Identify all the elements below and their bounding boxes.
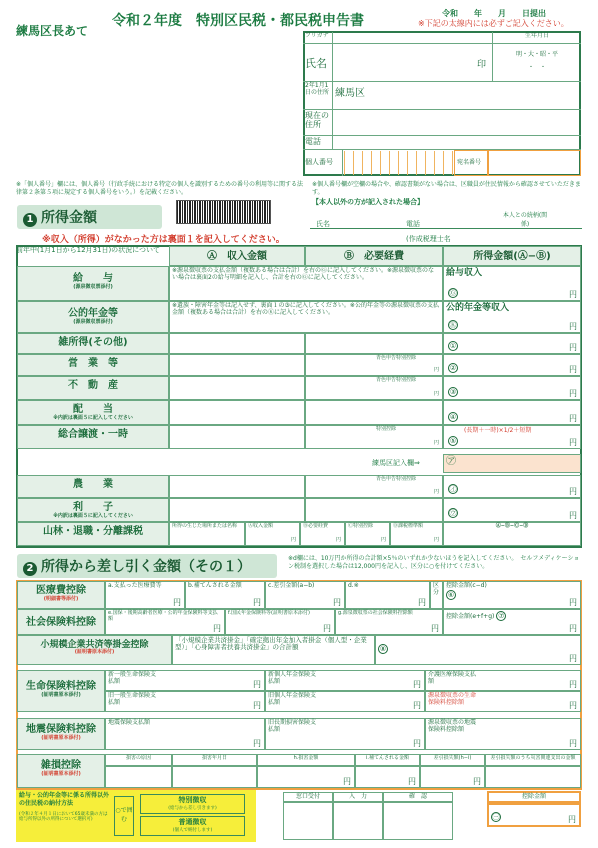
col-income: Ⓐ 収入金額 bbox=[169, 246, 305, 266]
era-options: 明・大・昭・平 bbox=[515, 51, 558, 58]
yen-unit: 円 bbox=[253, 738, 261, 748]
social-g-field[interactable] bbox=[335, 609, 443, 635]
casualty-field[interactable] bbox=[257, 766, 355, 788]
casualty-header: 損害年月日 bbox=[172, 754, 257, 766]
yen-unit: 円 bbox=[335, 537, 341, 544]
quake-field[interactable] bbox=[425, 718, 581, 750]
mark-7: ⑦ bbox=[498, 612, 505, 620]
phone-field[interactable] bbox=[333, 136, 581, 150]
taxpayer-number-label: 宛名番号 bbox=[454, 150, 488, 176]
agent-phone-label: 電話 bbox=[406, 220, 420, 228]
casualty-header: 差引損失額(h−i) bbox=[420, 754, 485, 766]
sanrin-label: Ⓐ−Ⓑ−Ⓒ−Ⓓ bbox=[495, 523, 529, 529]
row-mark: ② bbox=[449, 364, 457, 372]
income-row-label bbox=[17, 498, 169, 522]
expense-field[interactable] bbox=[305, 475, 443, 498]
yen-unit: 円 bbox=[569, 321, 577, 331]
casualty-deduction-label: 控除金額 bbox=[487, 791, 581, 803]
row-title: 営 業 等 bbox=[68, 358, 118, 369]
yen-unit: 円 bbox=[433, 367, 439, 374]
furigana-label: フリガナ bbox=[303, 32, 333, 44]
income-amount-field[interactable] bbox=[169, 376, 305, 400]
yen-unit: 円 bbox=[408, 776, 416, 786]
life-item-label: 介護医療保険支払額 bbox=[428, 671, 477, 685]
yen-unit: 円 bbox=[253, 700, 261, 710]
medical-label bbox=[17, 581, 105, 609]
birth-label: 生年月日 bbox=[493, 32, 581, 44]
yen-unit: 円 bbox=[473, 776, 481, 786]
casualty-deduction-field[interactable] bbox=[487, 803, 581, 827]
expense-field[interactable] bbox=[305, 498, 443, 522]
medical-paid-field[interactable] bbox=[105, 581, 185, 609]
kuminzei-mark: ㋐ bbox=[446, 456, 456, 467]
blue-deduction-label: 青色申告特別控除 bbox=[376, 476, 417, 482]
life-field[interactable] bbox=[425, 670, 581, 691]
social-f-label: f.国民年金保険料等(証明書原本添付) bbox=[228, 610, 310, 616]
mynumber-label: 個人番号 bbox=[303, 150, 343, 176]
mynumber-missing-note: ※個人番号欄が空欄の場合や、確認書類がない場合は、区職員が住民情報から確認させていただきます。 bbox=[312, 181, 581, 196]
sanrin-field[interactable] bbox=[443, 522, 581, 546]
yen-unit: 円 bbox=[431, 623, 439, 633]
kuminzei-field[interactable] bbox=[443, 454, 581, 473]
sanrin-label: Ⓑ必要経費 bbox=[303, 523, 329, 529]
social-label: 社会保険料控除 bbox=[17, 609, 105, 635]
yen-unit: 円 bbox=[333, 597, 341, 607]
result-field[interactable] bbox=[443, 376, 581, 400]
medical-title: 医療費控除 bbox=[36, 585, 86, 596]
smallbiz-note: 「小規模企業共済掛金」「確定拠出年金加入者掛金（個人型・企業型）」「心身障害者扶養共済掛金」の合計額 bbox=[172, 635, 375, 665]
smallbiz-title: 小規模企業共済等掛金控除 bbox=[40, 640, 149, 650]
row-mark: ㋑ bbox=[449, 485, 457, 493]
income-row-note: ※遺族・障害年金等は記入せず、裏面１の③に記入してください。※公的年金等の源泉徴収票の支払金額（複数ある場合は合計）を右のⓀに記入してください。 bbox=[169, 301, 443, 333]
income-row-label bbox=[17, 400, 169, 425]
yen-unit: 円 bbox=[569, 289, 577, 299]
form-title: 令和２年度 特別区民税・都民税申告書 bbox=[112, 13, 364, 29]
seal-mark: 印 bbox=[476, 60, 486, 70]
office-confirm: 確 認 bbox=[383, 792, 453, 802]
medical-comp-label: b.補てんされる金額 bbox=[188, 582, 242, 589]
casualty-field[interactable] bbox=[172, 766, 257, 788]
casualty-header: 差引損失額のうち災害関連支出の金額 bbox=[485, 754, 581, 766]
medical-sub: (明細書等添付) bbox=[43, 595, 79, 602]
yen-unit: 円 bbox=[380, 537, 386, 544]
life-title: 生命保険料控除 bbox=[26, 681, 96, 692]
row-sub: ※内訳は裏面５に記入してください bbox=[53, 512, 133, 519]
yen-unit: 円 bbox=[569, 364, 577, 374]
life-item-label: 源泉徴収票の生命保険料控除額 bbox=[428, 692, 477, 706]
yen-unit: 円 bbox=[569, 388, 577, 398]
yen-unit: 円 bbox=[569, 623, 577, 633]
expense-field[interactable] bbox=[305, 354, 443, 376]
medical-kubun[interactable]: 区分 bbox=[430, 581, 443, 609]
life-item-label: 新一般生命保険支払額 bbox=[108, 671, 157, 685]
casualty-field[interactable] bbox=[485, 766, 581, 788]
sanrin-label: Ⓐ収入金額 bbox=[248, 523, 274, 529]
yen-unit: 円 bbox=[253, 597, 261, 607]
casualty-title: 雑損控除 bbox=[41, 760, 81, 771]
result-title: 公的年金等収入 bbox=[446, 303, 510, 313]
casualty-header: i.補てんされる金額 bbox=[355, 754, 420, 766]
life-item-label: 旧一般生命保険支払額 bbox=[108, 692, 157, 706]
row-title: 雑所得(その他) bbox=[58, 337, 128, 348]
agent-note: 【本人以外の方が記入された場合】 bbox=[312, 198, 424, 206]
income-row-label bbox=[17, 301, 169, 333]
addressee: 練馬区長あて bbox=[16, 24, 89, 38]
section1-note: ※収入（所得）がなかった方は裏面１を記入してください。 bbox=[42, 235, 285, 245]
social-g-label: g.源泉徴収票の社会保険料控除額 bbox=[338, 610, 413, 616]
expense-field[interactable] bbox=[305, 376, 443, 400]
yen-unit: 円 bbox=[569, 342, 577, 352]
casualty-field[interactable] bbox=[105, 766, 172, 788]
agent-relation-label: 本人との続柄(関係) bbox=[502, 212, 548, 228]
yen-unit: 円 bbox=[569, 486, 577, 496]
casualty-header: 損害の原因 bbox=[105, 754, 172, 766]
birth-field[interactable] bbox=[493, 44, 581, 82]
blue-deduction-label: 青色申告特別控除 bbox=[376, 377, 417, 383]
life-item-label: 旧個人年金保険支払額 bbox=[268, 692, 317, 706]
taxpayer-number-field[interactable] bbox=[488, 150, 581, 176]
row-title: 公的年金等 bbox=[68, 308, 118, 319]
sanrin-label: 所得の生じた場所または名称 bbox=[172, 523, 238, 529]
medical-deduction-field[interactable] bbox=[443, 581, 581, 609]
life-field[interactable] bbox=[265, 670, 425, 691]
row-sub: (源泉徴収票添付) bbox=[73, 318, 113, 325]
row-title: 配 当 bbox=[73, 404, 113, 415]
address-label: 2年1月1日の住所 bbox=[303, 82, 333, 110]
expense-field[interactable] bbox=[305, 400, 443, 425]
yen-unit: 円 bbox=[413, 700, 421, 710]
quake-title: 地震保険料控除 bbox=[26, 724, 96, 735]
furigana-field[interactable] bbox=[333, 32, 493, 44]
income-row-label bbox=[17, 475, 169, 498]
casualty-sub: (証明書原本添付) bbox=[41, 770, 81, 777]
sanrin-field[interactable] bbox=[300, 522, 345, 546]
phone-label: 電話 bbox=[303, 136, 333, 150]
casualty-label bbox=[17, 754, 105, 788]
yen-unit: 円 bbox=[413, 738, 421, 748]
medical-d-field[interactable] bbox=[345, 581, 430, 609]
office-reception-box bbox=[283, 802, 333, 840]
row-sub: ※内訳は裏面５に記入してください bbox=[53, 414, 133, 421]
office-input: 入 力 bbox=[333, 792, 383, 802]
medical-paid-label: a.支払った医療費等 bbox=[108, 582, 162, 589]
result-extra: (長期＋一時)×1/2＋短期 bbox=[464, 427, 532, 434]
social-h-label: 控除金額(e+f+g) bbox=[446, 613, 495, 620]
income-row-note: ※源泉徴収票の支払金額（複数ある場合は合計）を右のⒼに記入してください。※源泉徴収票のない場合は裏面2の給与明細を記入し、合計を右のⒼに記入してください。 bbox=[169, 266, 443, 301]
row-title: 利 子 bbox=[73, 502, 113, 513]
medical-diff-label: c.差引金額(a−b) bbox=[268, 582, 315, 589]
expense-field[interactable] bbox=[305, 333, 443, 354]
smallbiz-field[interactable] bbox=[375, 635, 581, 665]
row-mark: Ⓖ bbox=[449, 289, 457, 297]
yen-unit: 円 bbox=[433, 537, 439, 544]
kuminzei-label: 練馬区記入欄⇒ bbox=[372, 459, 420, 467]
yen-unit: 円 bbox=[413, 679, 421, 689]
yen-unit: 円 bbox=[343, 776, 351, 786]
quake-item-label: 旧長期損害保険支払額 bbox=[268, 719, 317, 733]
tax-normal-option[interactable] bbox=[140, 816, 245, 836]
income-amount-field[interactable] bbox=[169, 400, 305, 425]
social-e-label: e.国保・後期高齢者医療・公的年金保険料等支払額 bbox=[108, 610, 218, 622]
name-label: 氏名 bbox=[303, 44, 333, 82]
yen-unit: 円 bbox=[253, 679, 261, 689]
income-row-label bbox=[17, 522, 169, 546]
section2-header bbox=[17, 554, 277, 578]
yen-unit: 円 bbox=[569, 597, 577, 607]
life-field[interactable] bbox=[105, 670, 265, 691]
sanrin-label: Ⓒ特別控除 bbox=[348, 523, 374, 529]
life-field[interactable] bbox=[265, 691, 425, 712]
life-field[interactable] bbox=[105, 691, 265, 712]
yen-unit: 円 bbox=[418, 597, 426, 607]
income-row-label bbox=[17, 333, 169, 354]
yen-unit: 円 bbox=[569, 413, 577, 423]
row-mark: ④ bbox=[449, 413, 457, 421]
mynumber-field[interactable] bbox=[344, 151, 454, 175]
life-item-label: 新個人年金保険支払額 bbox=[268, 671, 317, 685]
barcode bbox=[176, 200, 271, 224]
required-note: ※下記の太線内には必ずご記入ください。 bbox=[418, 19, 569, 28]
row-title: 山林・退職・分離課税 bbox=[43, 526, 143, 537]
yen-unit: 円 bbox=[433, 391, 439, 398]
birth-dots: ・ ・ bbox=[527, 63, 546, 71]
blue-deduction-label: 青色申告特別控除 bbox=[376, 355, 417, 361]
income-row-label bbox=[17, 376, 169, 400]
col-result: 所得金額(Ⓐ−Ⓑ) bbox=[443, 246, 581, 266]
row-sub: (源泉徴収票添付) bbox=[73, 283, 113, 290]
casualty-header: h.損害金額 bbox=[257, 754, 355, 766]
section2-title: 所得から差し引く金額（その１） bbox=[41, 559, 251, 575]
opt2-sub: (個人で納付します) bbox=[172, 828, 213, 833]
income-amount-field[interactable] bbox=[169, 333, 305, 354]
address-field[interactable]: 練馬区 bbox=[333, 82, 581, 110]
sanrin-field[interactable] bbox=[245, 522, 300, 546]
result-field[interactable] bbox=[443, 333, 581, 354]
sanrin-field[interactable] bbox=[169, 522, 245, 546]
sanrin-label: Ⓓ課税標準額 bbox=[393, 523, 424, 529]
yen-unit: 円 bbox=[213, 623, 221, 633]
circle-instruction: ○で囲む bbox=[114, 796, 134, 836]
income-row-label bbox=[17, 425, 169, 449]
income-amount-field[interactable] bbox=[169, 498, 305, 522]
sanrin-field[interactable] bbox=[390, 522, 443, 546]
row-title: 総合譲渡・一時 bbox=[58, 429, 128, 440]
result-field[interactable] bbox=[443, 425, 581, 449]
yen-unit: 円 bbox=[433, 440, 439, 447]
mynumber-note: ※「個人番号」欄には、個人番号（行政手続における特定の個人を識別するための番号の利用等に関する法律第２条第５項に規定する個人番号をいう。）を記載ください。 bbox=[16, 181, 304, 196]
tax-method-sub: (令和２年４月１日において65歳未満の方は給与所得以外の所得について選択可) bbox=[19, 812, 108, 823]
row-mark: Ⓚ bbox=[449, 321, 457, 329]
smallbiz-label bbox=[17, 635, 172, 665]
yen-unit: 円 bbox=[569, 679, 577, 689]
current-address-label: 現在の住所 bbox=[303, 110, 333, 136]
tax-method-note: 給与・公的年金等に係る所得以外の住民税の納付方法 bbox=[19, 792, 110, 807]
income-amount-field[interactable] bbox=[169, 475, 305, 498]
social-deduction-field[interactable] bbox=[443, 609, 581, 635]
smallbiz-sub: (証明書原本添付) bbox=[74, 649, 115, 656]
row-title: 給 与 bbox=[73, 273, 113, 284]
quake-field[interactable] bbox=[105, 718, 265, 750]
opt2-label: 普通徴収 bbox=[178, 818, 207, 826]
section1-period: 前年中(1月1日から12月31日)の状況について bbox=[16, 246, 161, 254]
quake-label bbox=[17, 718, 105, 750]
office-reception: 窓口受付 bbox=[283, 792, 333, 802]
office-confirm-box bbox=[383, 802, 453, 840]
opt1-label: 特別徴収 bbox=[178, 796, 207, 804]
income-amount-field[interactable] bbox=[169, 354, 305, 376]
result-field[interactable] bbox=[443, 266, 581, 301]
tax-special-option[interactable] bbox=[140, 794, 245, 814]
income-row-label bbox=[17, 266, 169, 301]
sanrin-field[interactable] bbox=[345, 522, 390, 546]
expense-field[interactable] bbox=[305, 425, 443, 449]
yen-unit: 円 bbox=[569, 437, 577, 447]
mark-6: ⑥ bbox=[447, 590, 455, 599]
income-row-label bbox=[17, 354, 169, 376]
casualty-field[interactable] bbox=[420, 766, 485, 788]
quake-sub: (証明書原本添付) bbox=[41, 734, 81, 741]
yen-unit: 円 bbox=[323, 623, 331, 633]
submit-date: 令和 年 月 日提出 bbox=[442, 9, 546, 18]
col-expense: Ⓑ 必要経費 bbox=[305, 246, 443, 266]
medical-compensation-field[interactable] bbox=[185, 581, 265, 609]
yen-unit: 円 bbox=[290, 537, 296, 544]
blue-deduction-label: 特別控除 bbox=[376, 426, 397, 432]
result-field[interactable] bbox=[443, 400, 581, 425]
section1-number: 1 bbox=[23, 213, 37, 227]
yen-unit: 円 bbox=[569, 653, 577, 663]
name-field[interactable] bbox=[333, 44, 493, 82]
result-field[interactable] bbox=[443, 301, 581, 333]
quake-item-label: 源泉徴収票の地震保険料控除額 bbox=[428, 719, 477, 733]
yen-unit: 円 bbox=[569, 738, 577, 748]
row-mark: ① bbox=[449, 342, 457, 350]
row-title: 農 業 bbox=[73, 479, 113, 490]
yen-unit: 円 bbox=[173, 597, 181, 607]
office-input-box bbox=[333, 802, 383, 840]
social-e-field[interactable] bbox=[105, 609, 225, 635]
casualty-field[interactable] bbox=[355, 766, 420, 788]
row-mark: ③ bbox=[449, 388, 457, 396]
life-field[interactable] bbox=[425, 691, 581, 712]
yen-unit: 円 bbox=[569, 510, 577, 520]
medical-d-label: d.※ bbox=[348, 582, 359, 589]
row-mark: ⑤ bbox=[449, 437, 457, 445]
social-f-field[interactable] bbox=[225, 609, 335, 635]
medical-diff-field[interactable] bbox=[265, 581, 345, 609]
result-field[interactable] bbox=[443, 498, 581, 522]
life-sub: (証明書原本添付) bbox=[41, 691, 81, 698]
agent-tax-label: (作成税理士名 bbox=[406, 235, 451, 243]
result-title: 給与収入 bbox=[446, 268, 483, 278]
medical-deduction-label: 控除金額(c−d) bbox=[446, 582, 487, 589]
section2-note: ※d欄には、10万円か所得の合計額×5％のいずれか少ないほうを記入してください。 セルフメディケーション税制を選択した場合は12,000円を記入し、区分に○を付けてください。 bbox=[288, 555, 580, 570]
mark-8: ⑧ bbox=[379, 645, 387, 653]
life-label bbox=[17, 670, 105, 712]
quake-field[interactable] bbox=[265, 718, 425, 750]
section1-title: 所得金額 bbox=[41, 210, 97, 226]
row-mark: ㋒ bbox=[449, 509, 457, 517]
current-address-field[interactable] bbox=[333, 110, 581, 136]
agent-name-label: 氏名 bbox=[316, 220, 330, 228]
section2-number: 2 bbox=[23, 562, 37, 576]
yen-unit: 円 bbox=[569, 700, 577, 710]
row-title: 不 動 産 bbox=[68, 380, 118, 391]
opt1-sub: (給与から差し引きます) bbox=[168, 806, 217, 811]
income-amount-field[interactable] bbox=[169, 425, 305, 449]
result-field[interactable] bbox=[443, 354, 581, 376]
yen-unit: 円 bbox=[568, 814, 576, 824]
agent-line bbox=[310, 228, 582, 229]
mark-casualty: ㊀ bbox=[492, 813, 500, 821]
quake-item-label: 地震保険支払額 bbox=[108, 719, 151, 726]
yen-unit: 円 bbox=[433, 489, 439, 496]
result-field[interactable] bbox=[443, 475, 581, 498]
section1-header bbox=[17, 205, 162, 229]
